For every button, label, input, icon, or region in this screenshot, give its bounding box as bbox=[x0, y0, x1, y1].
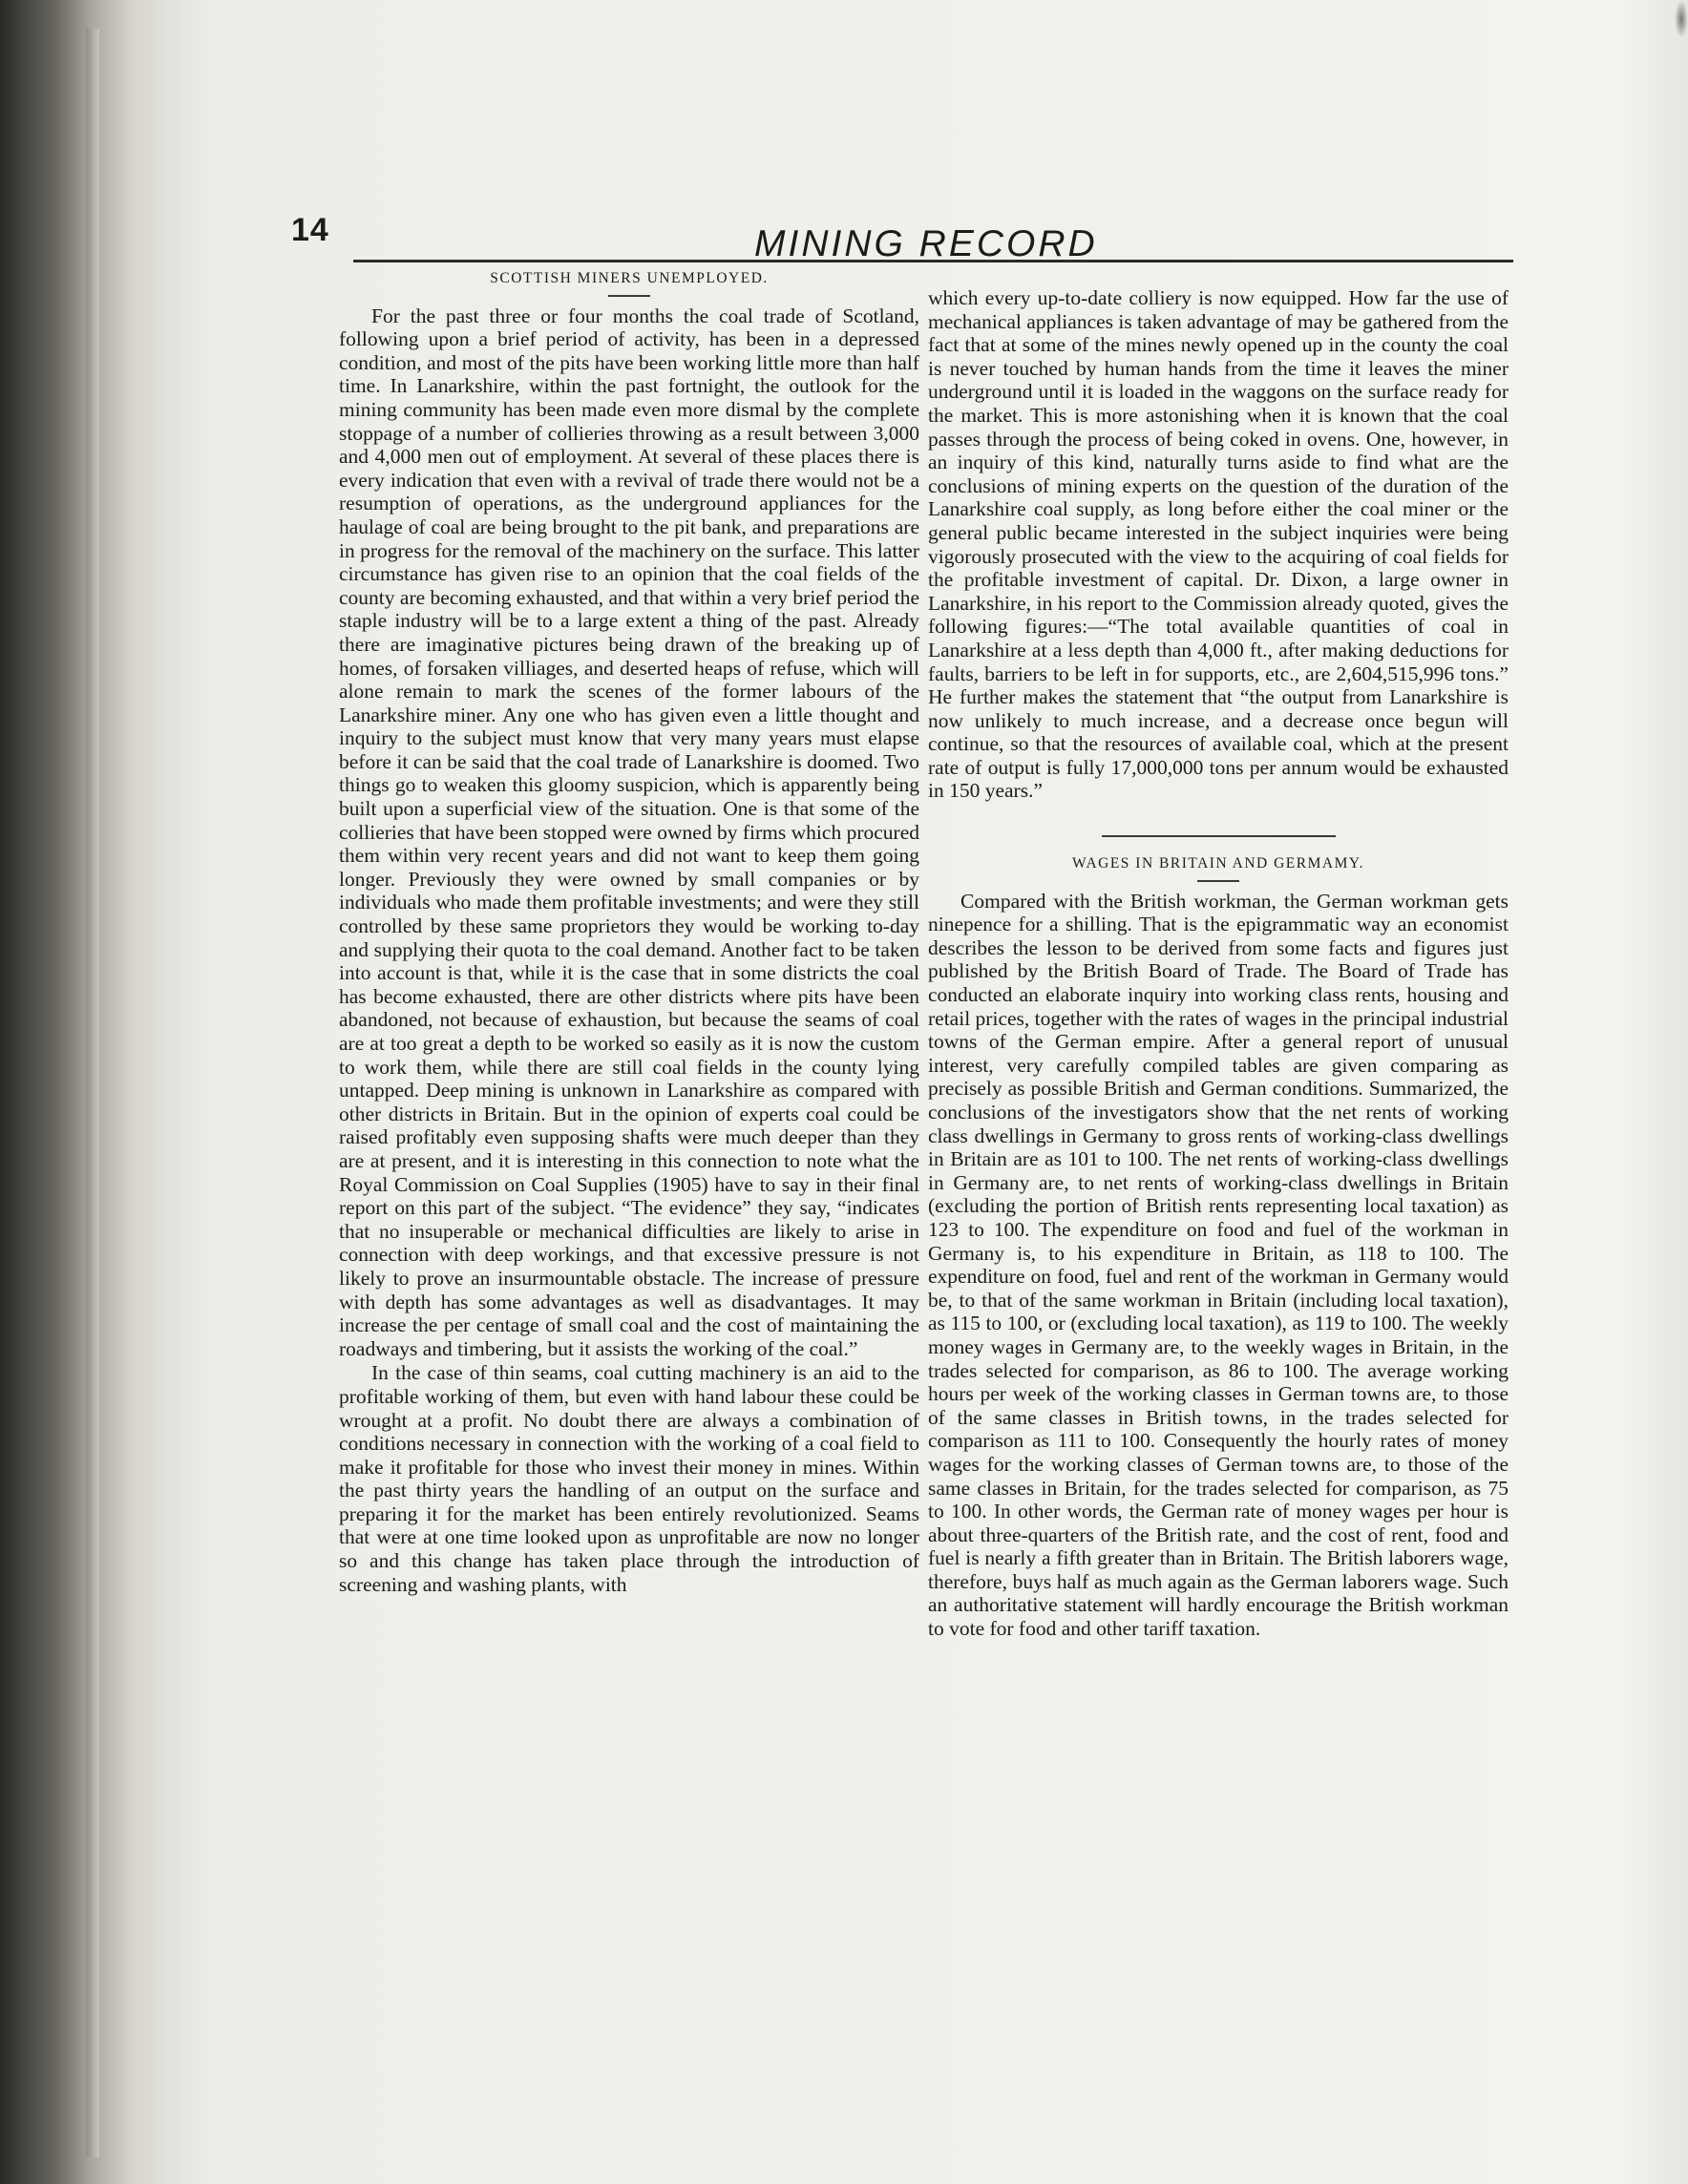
article-continuation: which every up-to-date colliery is now equipped. How far the use of mechanical appliances is taken advantage of may be gathered from the fact that at some of the mines newly opened up in the county the coal is never touched by human hands from the time it leaves the miner underground until it is loaded in the waggons on the surface ready for the market. This is more astonishing when it is known that the coal passes through the process of being coked in ovens. One, however, in an inquiry of this kind, naturally turns aside to find what are the conclusions of mining experts on the question of the duration of the Lanarkshire coal supply, as long before either the coal miner or the general public became interested in the subject inquiries were being vigorously prosecuted with the view to the acquiring of coal fields for the profitable investment of capital. Dr. Dixon, a large owner in Lanarkshire, in his report to the Commission already quoted, gives the following figures:—“The total available quantities of coal in Lanarkshire at a less depth than 4,000 ft., after making deductions for faults, barriers to be left in for supports, etc., are 2,604,515,996 tons.” He further makes the statement that “the output from Lanarkshire is now unlikely to much increase, and a decrease once begun will continue, so that the resources of available coal, which at the present rate of output is fully 17,000,000 tons per annum would be exhausted in 150 years.” bbox=[928, 286, 1509, 803]
article-title-wages: WAGES IN BRITAIN AND GERMAMY. bbox=[1072, 855, 1364, 872]
newspaper-page bbox=[134, 0, 1688, 2184]
article-separator bbox=[1102, 835, 1336, 837]
article-title-scottish-miners: SCOTTISH MINERS UNEMPLOYED. bbox=[490, 270, 769, 286]
title-dash bbox=[608, 295, 650, 297]
title-dash bbox=[1197, 880, 1239, 882]
left-column bbox=[339, 267, 919, 1596]
article-paragraph: In the case of thin seams, coal cutting machinery is an aid to the profitable working of them, but even with hand labour these could be wrought at a profit. No doubt there are always a combination of conditions necessary in connection with the working of a coal field to make it profitable for those who invest their money in mines. Within the past thirty years the handling of an output on the surface and preparing it for the market has been entirely revolutionized. Seams that were at one time looked upon as unprofitable are now no longer so and this change has taken place through the introduction of screening and washing plants, with bbox=[339, 1361, 919, 1596]
page-number: 14 bbox=[291, 212, 329, 248]
right-column bbox=[928, 286, 1509, 1641]
publication-title: MINING RECORD bbox=[754, 223, 1098, 264]
article-paragraph: For the past three or four months the coal trade of Scotland, following upon a brief period of activity, has been in a depressed condition, and most of the pits have been working little more than half time. In Lanarkshire, within the past fortnight, the outlook for the mining community has been made even more dismal by the complete stoppage of a number of collieries throwing as a result between 3,000 and 4,000 men out of employment. At several of these places there is every indication that even with a revival of trade there would not be a resumption of operations, as the underground appliances for the haulage of coal are being brought to the pit bank, and preparations are in progress for the removal of the machinery on the surface. This latter circumstance has given rise to an opinion that the coal fields of the county are becoming exhausted, and that within a very brief period the staple industry will be to a large extent a thing of the past. Already there are imaginative pictures being drawn of the breaking up of homes, of forsaken villiages, and deserted heaps of refuse, which will alone remain to mark the scenes of the former labours of the Lanarkshire miner. Any one who has given even a little thought and inquiry to the subject must know that very many years must elapse before it can be said that the coal trade of Lanarkshire is doomed. Two things go to weaken this gloomy suspicion, which is apparently being built upon a superficial view of the situation. One is that some of the collieries that have been stopped were owned by firms which procured them within very recent years and did not want to keep them going longer. Previously they were owned by small companies or by individuals who made them profitable investments; and were they still controlled by these same proprietors they would be working to-day and supplying their quota to the coal demand. Another fact to be taken into account is that, while it is the case that in some districts the coal has become exhausted, there are other districts where pits have been abandoned, not because of exhaustion, but because the seams of coal are at too great a depth to be worked so easily as it is now the custom to work them, while there are still coal fields in the county lying untapped. Deep mining is unknown in Lanarkshire as compared with other districts in Britain. But in the opinion of experts coal could be raised profitably even supposing shafts were much deeper than they are at present, and it is interesting in this connection to note what the Royal Commission on Coal Supplies (1905) have to say in their final report on this part of the subject. “The evidence” they say, “indicates that no insuperable or mechanical difficulties are likely to arise in connection with deep workings, and that excessive pressure is not likely to prove an insurmountable obstacle. The increase of pressure with depth has some advantages as well as disadvantages. It may increase the per centage of small coal and the cost of maintaining the roadways and timbering, but it assists the working of the coal.” bbox=[339, 304, 919, 1360]
binding-edge bbox=[86, 29, 99, 2157]
header-rule bbox=[353, 260, 1513, 262]
article-paragraph: Compared with the British workman, the German workman gets ninepence for a shilling. That is the epigrammatic way an economist describes the lesson to be derived from some facts and figures just published by the British Board of Trade. The Board of Trade has conducted an elaborate inquiry into working class rents, housing and retail prices, together with the rates of wages in the principal industrial towns of the German empire. After a general report of unusual interest, very carefully compiled tables are given comparing as precisely as possible British and German conditions. Summarized, the conclusions of the investigators show that the net rents of working class dwellings in Germany to gross rents of working-class dwellings in Britain are as 101 to 100. The net rents of working-class dwellings in Germany are, to net rents of working-class dwellings in Britain (excluding the portion of British rents representing local taxation) as 123 to 100. The expenditure on food and fuel of the workman in Germany is, to his expenditure in Britain, as 118 to 100. The expenditure on food, fuel and rent of the workman in Germany would be, to that of the same workman in Britain (including local taxation), as 115 to 100, or (excluding local taxation), as 119 to 100. The weekly money wages in Germany are, to the weekly wages in Britain, in the trades selected for comparison, as 86 to 100. The average working hours per week of the working classes in German towns are, to those of the same classes in British towns, in the trades selected for comparison as 111 to 100. Consequently the hourly rates of money wages for the working classes of German towns are, to those of the same classes in Britain, for the trades selected for comparison, as 75 to 100. In other words, the German rate of money wages per hour is about three-quarters of the British rate, and the cost of rent, food and fuel is nearly a fifth greater than in Britain. The British laborers wage, therefore, buys half as much again as the German laborers wage. Such an authoritative statement will hardly encourage the British workman to vote for food and other tariff taxation. bbox=[928, 889, 1509, 1641]
